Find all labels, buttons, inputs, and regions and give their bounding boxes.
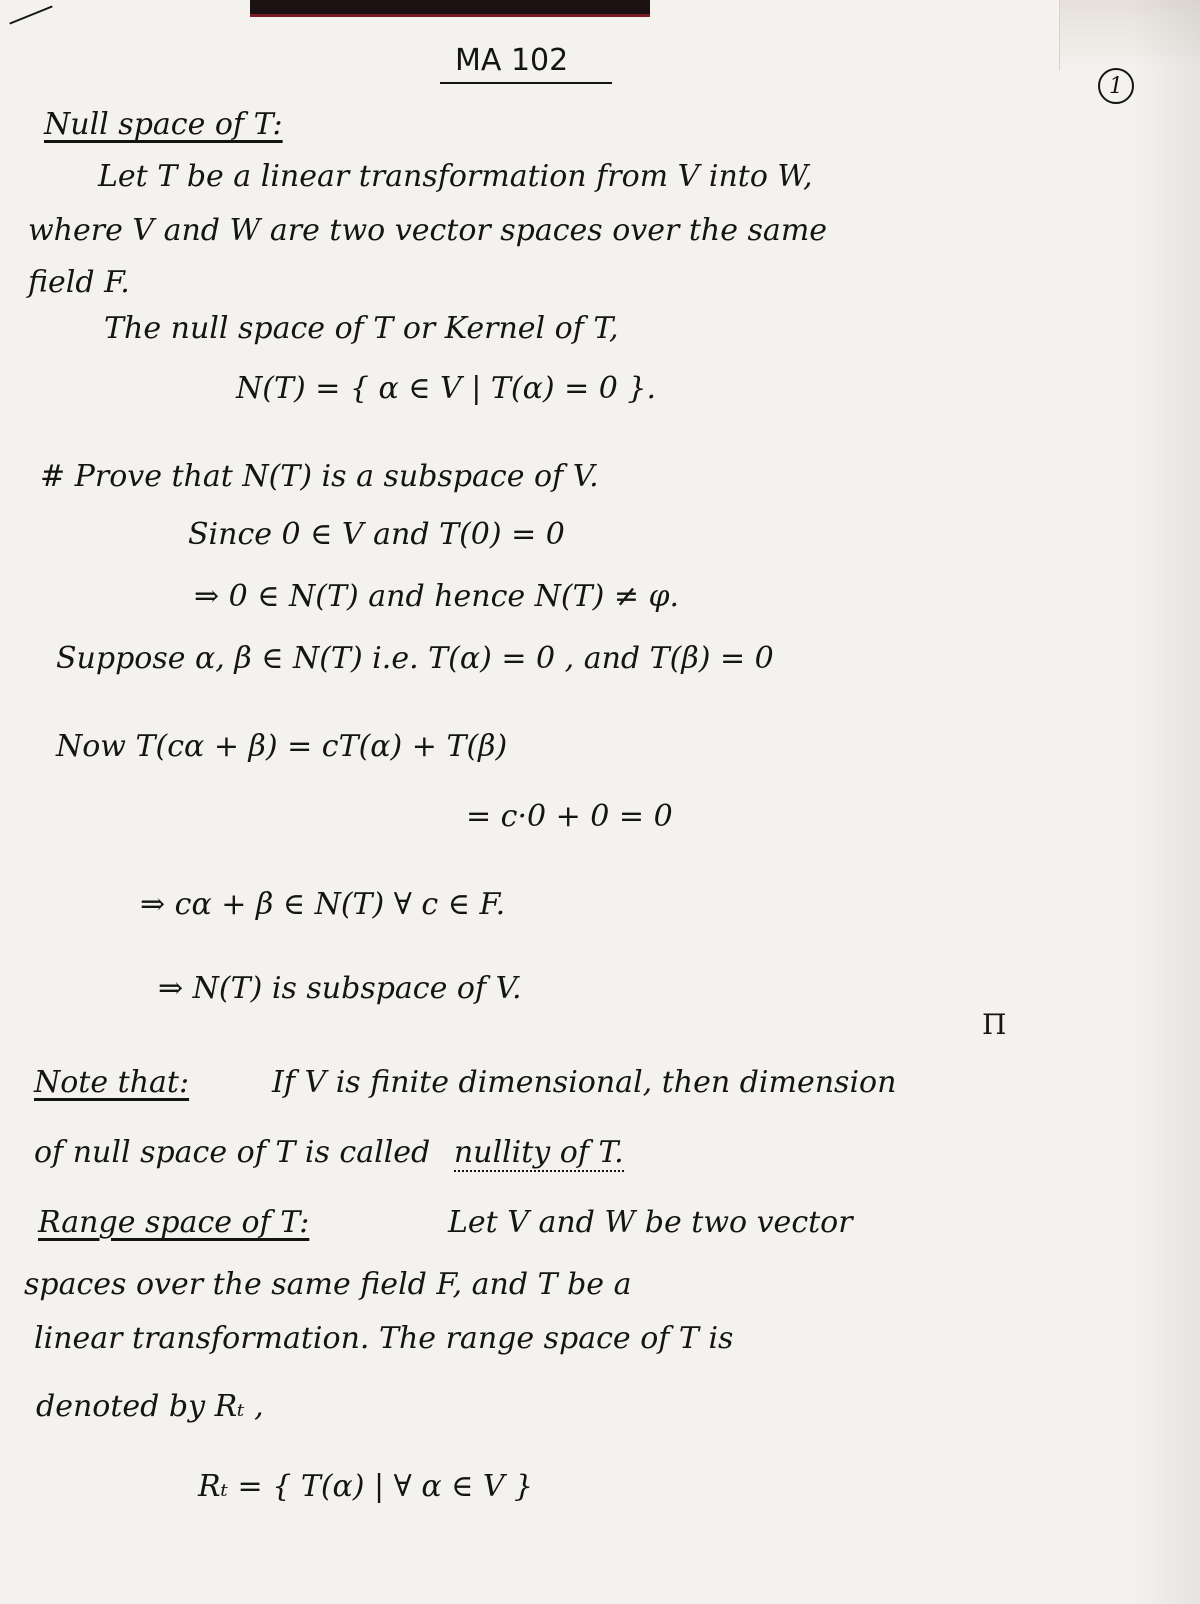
course-code-underline (440, 82, 612, 84)
range-space-line-3: linear transformation. The range space of T is (34, 1321, 734, 1356)
range-space-line-2: spaces over the same field F, and T be a (24, 1267, 632, 1302)
null-space-formula: N(T) = { α ∈ V | T(α) = 0 }. (236, 371, 657, 406)
page-number: 1 (1098, 68, 1134, 104)
range-space-formula: Rₜ = { T(α) | ∀ α ∈ V } (198, 1469, 534, 1504)
qed-mark: Π (982, 1008, 1007, 1041)
proof-claim: # Prove that N(T) is a subspace of V. (40, 459, 599, 494)
course-code: MA 102 (455, 43, 569, 78)
null-space-heading: Null space of T: (44, 107, 283, 142)
range-space-line-1: Let V and W be two vector (448, 1205, 853, 1240)
page-edge-shadow (1130, 0, 1200, 1604)
proof-conclusion-1: ⇒ cα + β ∈ N(T) ∀ c ∈ F. (140, 887, 506, 922)
proof-implies: ⇒ 0 ∈ N(T) and hence N(T) ≠ φ. (194, 579, 680, 614)
nullity-term: nullity of T. (453, 1135, 624, 1170)
range-space-heading: Range space of T: (38, 1205, 310, 1240)
proof-suppose: Suppose α, β ∈ N(T) i.e. T(α) = 0 , and T(β) = 0 (56, 641, 774, 676)
note-label: Note that: (34, 1065, 190, 1100)
note-line-1: If V is finite dimensional, then dimension (272, 1065, 897, 1100)
null-space-def-line-2: where V and W are two vector spaces over the same (28, 213, 828, 248)
proof-step-2: = c·0 + 0 = 0 (466, 799, 673, 834)
proof-conclusion-2: ⇒ N(T) is subspace of V. (158, 971, 522, 1006)
null-space-def-line-1: Let T be a linear transformation from V into W, (98, 159, 813, 194)
null-space-def-line-3: field F. (28, 265, 130, 300)
pen-stroke (9, 5, 52, 24)
proof-now: Now T(cα + β) = cT(α) + T(β) (56, 729, 508, 764)
note-line-2 (34, 1136, 624, 1169)
range-space-line-4: denoted by Rₜ , (36, 1389, 264, 1424)
null-space-def-line-4: The null space of T or Kernel of T, (104, 311, 619, 346)
note-line-2-text: of null space of T is called (34, 1135, 431, 1170)
proof-since: Since 0 ∈ V and T(0) = 0 (188, 517, 565, 552)
background-strip (250, 0, 650, 17)
